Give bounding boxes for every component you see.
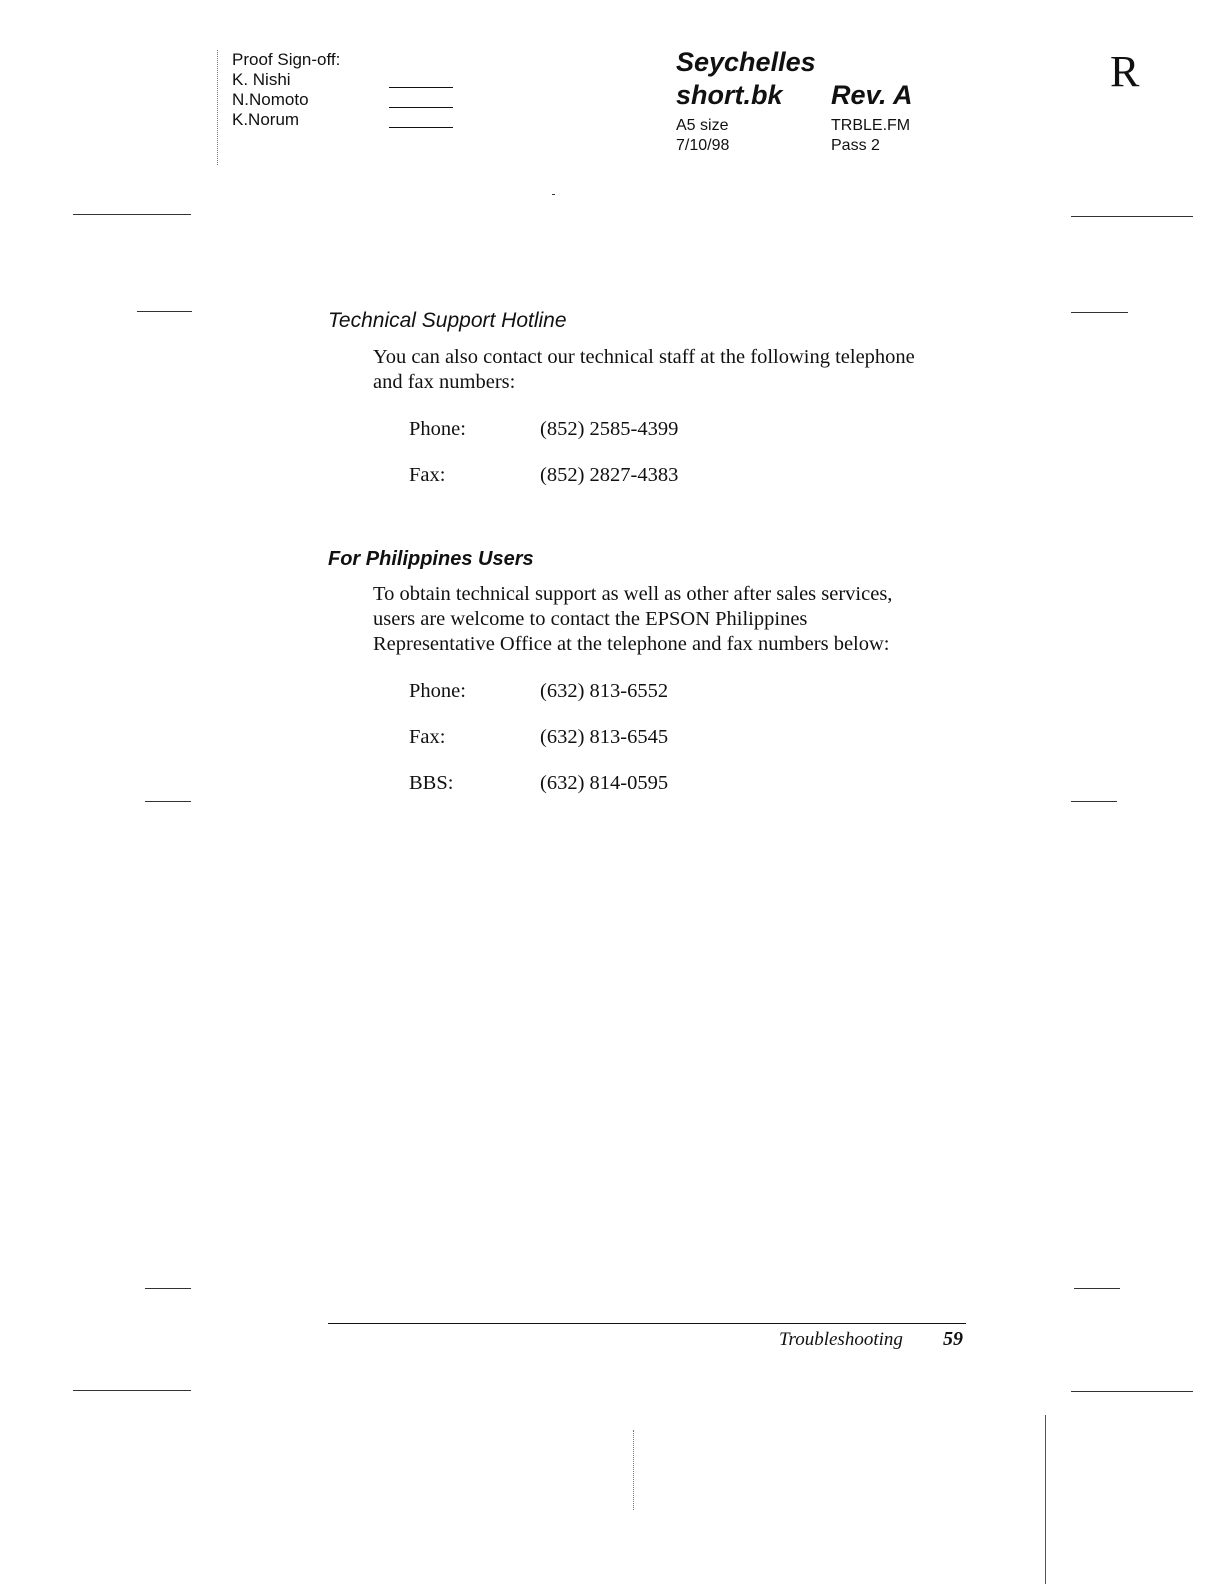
left-proof-margin-dots	[217, 50, 218, 165]
philippines-heading: For Philippines Users	[328, 548, 534, 570]
philippines-bbs-label: BBS:	[409, 772, 454, 794]
book-file: TRBLE.FM	[831, 117, 911, 134]
right-trim-line	[1045, 1415, 1046, 1584]
crop-mark-left-bottom	[73, 1390, 191, 1391]
signature-line-1	[389, 87, 453, 88]
philippines-paragraph-line-3: Representative Office at the telephone and fax numbers below:	[373, 633, 890, 655]
hotline-fax-label: Fax:	[409, 464, 446, 486]
hotline-paragraph	[373, 345, 973, 395]
philippines-paragraph-line-1: To obtain technical support as well as other after sales services,	[373, 583, 893, 605]
stray-dot-mark	[552, 194, 555, 195]
proof-signoff-title: Proof Sign-off:	[232, 50, 341, 69]
crop-mark-right-top	[1071, 216, 1193, 217]
crop-mark-left-2	[137, 311, 192, 312]
crop-mark-left-top	[73, 214, 191, 215]
philippines-paragraph-line-2: users are welcome to contact the EPSON Philippines	[373, 608, 808, 630]
proof-signer-2: N.Nomoto	[232, 90, 309, 109]
book-title-line2: short.bk	[676, 80, 783, 110]
crop-mark-left-4	[145, 1288, 191, 1289]
center-fold-dots	[633, 1430, 634, 1510]
right-page-marker: R	[1110, 47, 1140, 96]
book-revision: Rev. A	[831, 80, 913, 110]
proof-signer-1: K. Nishi	[232, 70, 291, 89]
page-number: 59	[943, 1328, 963, 1350]
proof-signer-3: K.Norum	[232, 110, 300, 129]
hotline-phone-label: Phone:	[409, 418, 466, 440]
footer-rule	[328, 1323, 966, 1324]
philippines-paragraph	[373, 582, 973, 657]
philippines-fax-label: Fax:	[409, 726, 446, 748]
footer-chapter-title: Troubleshooting	[779, 1329, 903, 1350]
philippines-phone-value: (632) 813-6552	[540, 680, 669, 702]
hotline-heading: Technical Support Hotline	[328, 309, 567, 332]
crop-mark-right-bottom	[1071, 1391, 1193, 1392]
book-pass: Pass 2	[831, 137, 880, 154]
crop-mark-right-4	[1074, 1288, 1120, 1289]
book-size: A5 size	[676, 117, 729, 134]
hotline-paragraph-line-2: and fax numbers:	[373, 371, 516, 393]
philippines-phone-label: Phone:	[409, 680, 466, 702]
signature-line-2	[389, 107, 453, 108]
crop-mark-left-3	[145, 801, 191, 802]
crop-mark-right-3	[1071, 801, 1117, 802]
book-title-line1: Seychelles	[676, 47, 816, 77]
signature-line-3	[389, 127, 453, 128]
book-date: 7/10/98	[676, 137, 730, 154]
hotline-phone-value: (852) 2585-4399	[540, 418, 679, 440]
philippines-bbs-value: (632) 814-0595	[540, 772, 669, 794]
crop-mark-right-2	[1071, 312, 1128, 313]
philippines-fax-value: (632) 813-6545	[540, 726, 669, 748]
hotline-fax-value: (852) 2827-4383	[540, 464, 679, 486]
hotline-paragraph-line-1: You can also contact our technical staff at the following telephone	[373, 346, 915, 368]
